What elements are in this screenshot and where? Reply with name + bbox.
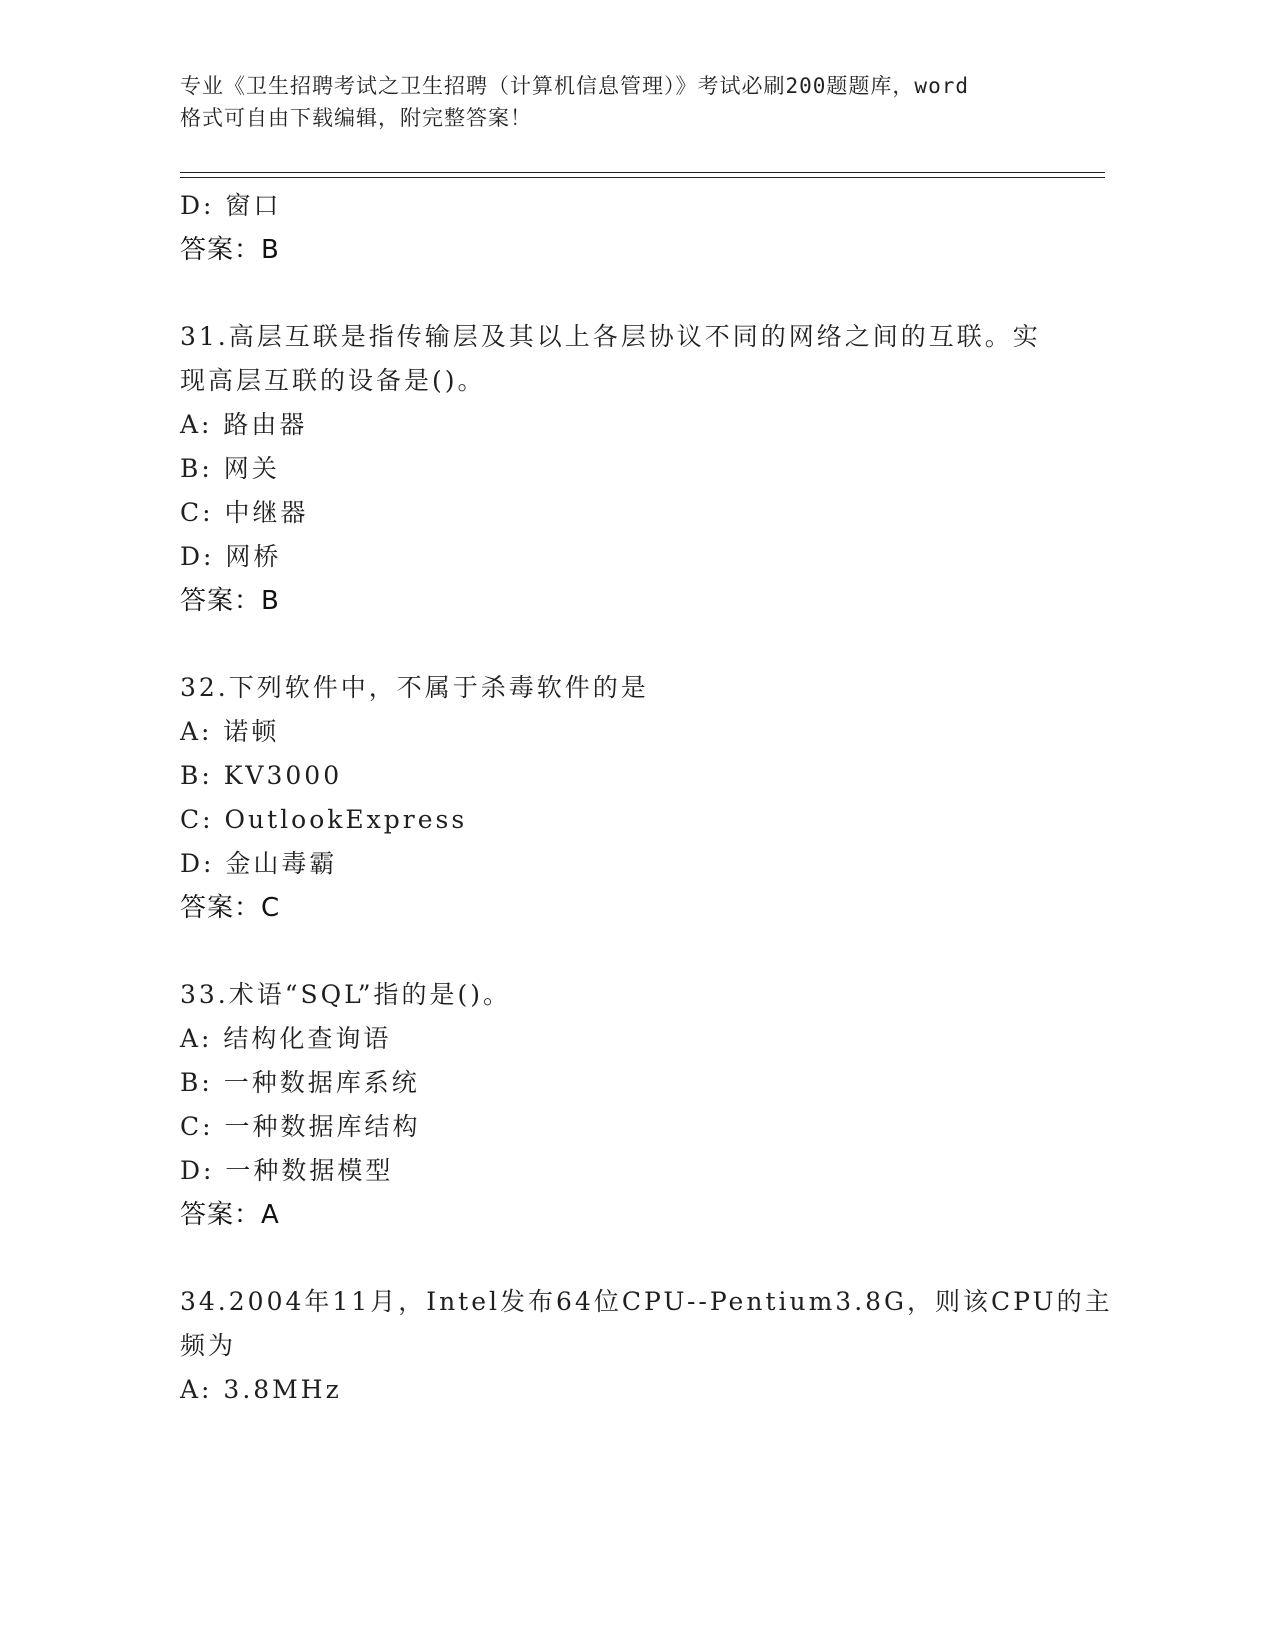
answer-line: 答案：A bbox=[180, 1200, 280, 1230]
question-stem: 34.2004年11月，Intel发布64位CPU--Pentium3.8G，则该CPU的主 bbox=[180, 1287, 1113, 1316]
option-c: C: 一种数据库结构 bbox=[180, 1112, 421, 1141]
header-divider-bottom bbox=[180, 177, 1105, 178]
option-d: D: 金山毒霸 bbox=[180, 849, 338, 878]
option-b: B: KV3000 bbox=[180, 761, 343, 790]
header-line-1: 专业《卫生招聘考试之卫生招聘（计算机信息管理）》考试必刷200题题库，word bbox=[180, 74, 969, 98]
question-stem: 32.下列软件中，不属于杀毒软件的是 bbox=[180, 673, 649, 702]
option-a: A: 3.8MHz bbox=[180, 1375, 342, 1404]
question-34 bbox=[180, 1280, 1113, 1412]
answer-line: 答案：B bbox=[180, 586, 280, 616]
question-stem-continued: 现高层互联的设备是()。 bbox=[180, 366, 486, 395]
option-b: B: 一种数据库系统 bbox=[180, 1068, 420, 1097]
question-stem: 31.高层互联是指传输层及其以上各层协议不同的网络之间的互联。实 bbox=[180, 322, 1041, 351]
option-c: C: OutlookExpress bbox=[180, 805, 468, 834]
header-divider-top bbox=[180, 172, 1105, 173]
option-a: A: 诺顿 bbox=[180, 717, 280, 746]
question-33 bbox=[180, 973, 1105, 1237]
question-31 bbox=[180, 315, 1105, 623]
option-a: A: 路由器 bbox=[180, 410, 308, 439]
option-a: A: 结构化查询语 bbox=[180, 1024, 392, 1053]
document-header bbox=[180, 70, 1050, 134]
question-stem-continued: 频为 bbox=[180, 1331, 237, 1360]
question-list bbox=[180, 184, 1113, 1412]
option-b: B: 网关 bbox=[180, 454, 280, 483]
answer-line: 答案：C bbox=[180, 893, 281, 923]
question-32 bbox=[180, 666, 1105, 930]
question-stem: 33.术语“SQL”指的是()。 bbox=[180, 980, 512, 1009]
header-line-2: 格式可自由下载编辑，附完整答案！ bbox=[180, 106, 532, 130]
answer-line: 答案：B bbox=[180, 235, 280, 265]
option-d: D: 一种数据模型 bbox=[180, 1156, 394, 1185]
option-d: D: 窗口 bbox=[180, 191, 282, 220]
option-c: C: 中继器 bbox=[180, 498, 309, 527]
option-d: D: 网桥 bbox=[180, 542, 282, 571]
